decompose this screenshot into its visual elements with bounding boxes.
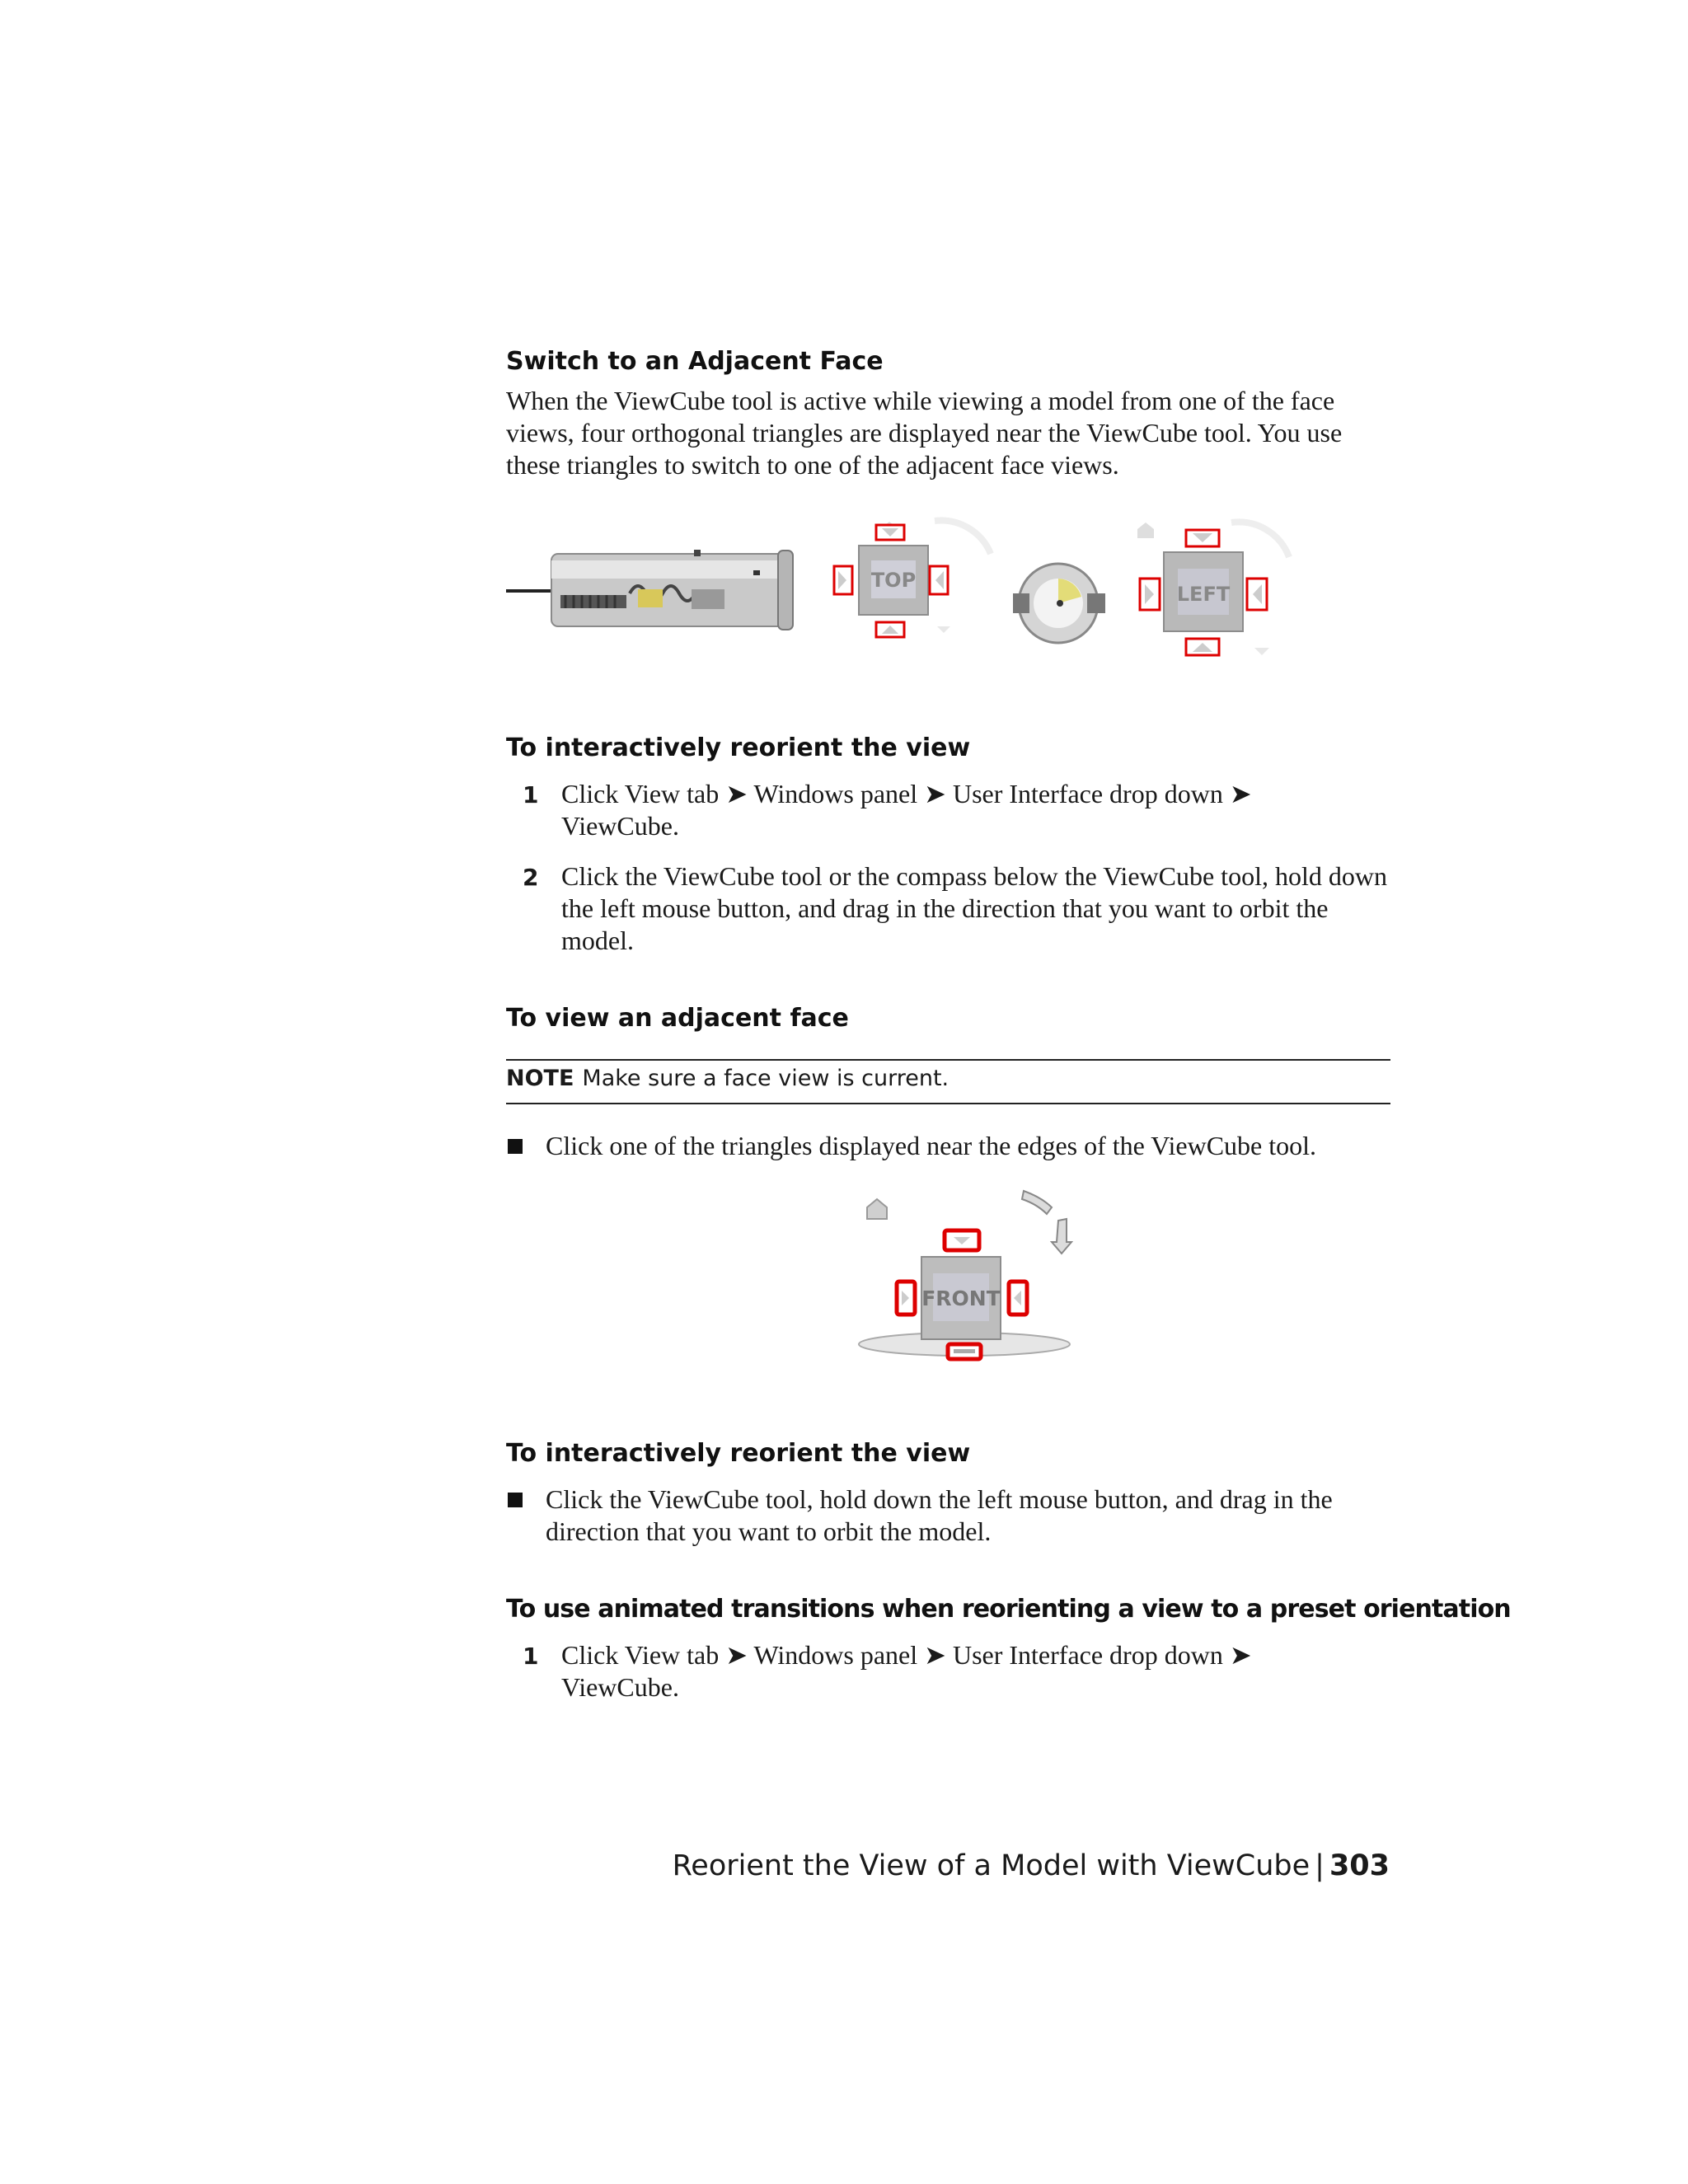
bullet-marker — [508, 1139, 523, 1154]
note — [506, 1066, 949, 1091]
footer-separator: | — [1315, 1849, 1325, 1882]
note-bottom-rule — [506, 1103, 1390, 1104]
page-number: 303 — [1329, 1849, 1390, 1882]
step-number: 2 — [523, 864, 539, 891]
section-heading: Switch to an Adjacent Face — [506, 347, 884, 376]
step-line: ViewCube. — [561, 1672, 679, 1702]
rotated-part-illustration — [1013, 564, 1105, 643]
home-icon — [1137, 523, 1154, 538]
section-heading: To interactively reorient the view — [506, 733, 971, 762]
viewcube-front-figure — [849, 1174, 1080, 1376]
step-number: 1 — [523, 1643, 539, 1670]
viewcube-top — [834, 521, 991, 637]
section-heading: To use animated transitions when reorienting a view to a preset orientation — [506, 1595, 1511, 1624]
intro-paragraph: When the ViewCube tool is active while viewing a model from one of the face views, four orthogonal triangles are displayed near the ViewCube tool. You use these triangles to switch to one of the adjacent face views. — [506, 386, 1343, 480]
home-icon — [867, 1199, 887, 1219]
viewcube-left — [1137, 522, 1289, 655]
footer-title: Reorient the View of a Model with ViewCube — [672, 1849, 1311, 1882]
bullet-marker — [508, 1493, 523, 1507]
step-text: Click the ViewCube tool or the compass below the ViewCube tool, hold down the left mouse button, and drag in the direction that you want to orbit the model. — [561, 861, 1387, 955]
bullet-text: Click one of the triangles displayed near the edges of the ViewCube tool. — [546, 1131, 1317, 1160]
note-label: NOTE — [506, 1066, 574, 1091]
step-text — [561, 1639, 1394, 1704]
step-line: ViewCube. — [561, 811, 679, 841]
viewcube-face-figure — [506, 511, 1330, 676]
cube-left-label: LEFT — [1176, 583, 1231, 606]
model-part-illustration — [506, 550, 793, 630]
note-top-rule — [506, 1059, 1390, 1061]
bullet-text: Click the ViewCube tool, hold down the left mouse button, and drag in the direction that you want to orbit the model. — [546, 1484, 1333, 1546]
page-footer — [673, 1849, 1390, 1882]
rotate-arrow-icon — [1022, 1191, 1052, 1214]
note-text: Make sure a face view is current. — [582, 1066, 950, 1091]
step-line: Click View tab ➤ Windows panel ➤ User Interface drop down ➤ — [561, 1640, 1252, 1670]
cube-top-label: TOP — [870, 569, 917, 592]
step-line: Click View tab ➤ Windows panel ➤ User Interface drop down ➤ — [561, 779, 1252, 808]
step-number: 1 — [523, 781, 539, 808]
cube-front-label: FRONT — [921, 1286, 1001, 1310]
section-heading: To interactively reorient the view — [506, 1439, 971, 1468]
section-heading: To view an adjacent face — [506, 1004, 849, 1033]
step-text — [561, 778, 1394, 842]
